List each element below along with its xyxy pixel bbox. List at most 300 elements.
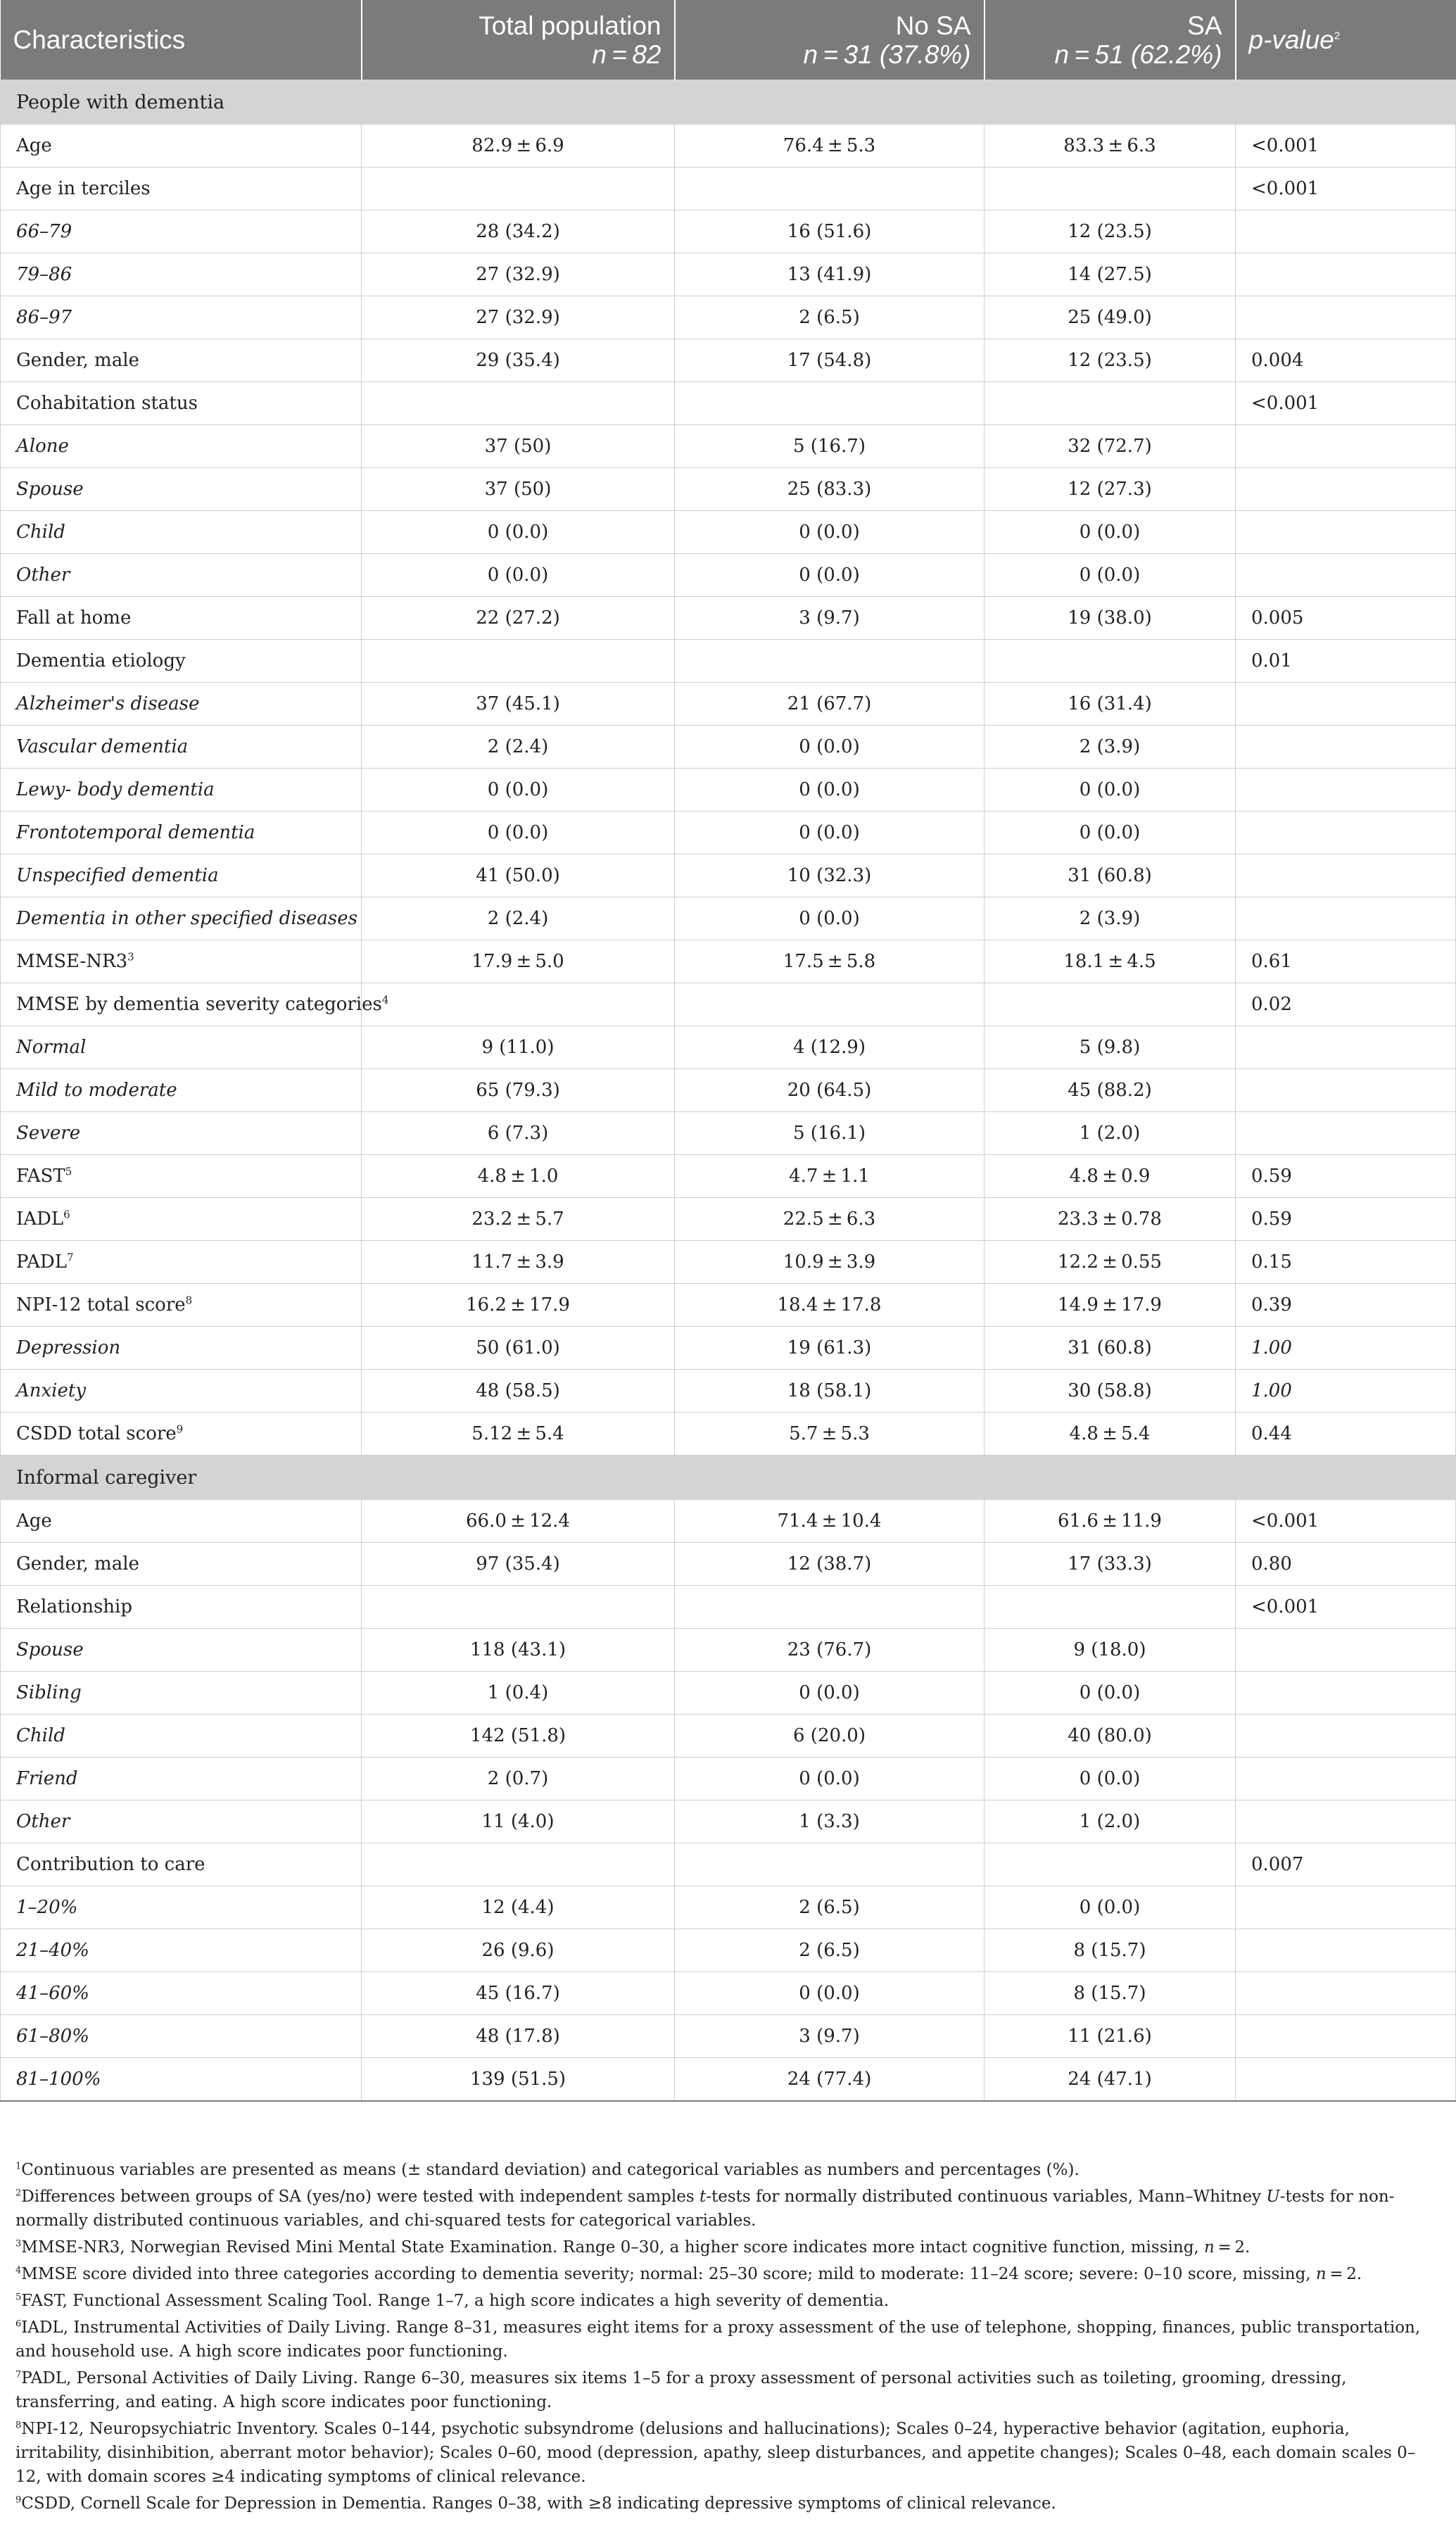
table-row	[1, 1069, 1456, 1112]
p-value-cell: 0.004	[1236, 339, 1456, 382]
no-sa-cell: 18.4 ± 17.8	[675, 1284, 985, 1327]
table-row	[1, 597, 1456, 640]
footnote-ref: 5	[65, 1165, 72, 1178]
p-value-cell	[1236, 1886, 1456, 1929]
header-total-population: Total population n = 82	[362, 0, 675, 80]
sa-cell: 30 (58.8)	[985, 1370, 1236, 1413]
p-value-cell	[1236, 554, 1456, 597]
row-label-text: NPI-12 total score	[16, 1294, 186, 1315]
row-label	[1, 940, 362, 983]
row-label	[1, 1370, 362, 1413]
table-row	[1, 253, 1456, 296]
total-cell: 23.2 ± 5.7	[362, 1198, 675, 1241]
row-label-text: Child	[16, 522, 65, 543]
total-cell: 139 (51.5)	[362, 2058, 675, 2102]
table-row	[1, 1155, 1456, 1198]
row-label	[1, 425, 362, 468]
no-sa-cell: 21 (67.7)	[675, 683, 985, 726]
row-label	[1, 253, 362, 296]
no-sa-cell: 0 (0.0)	[675, 897, 985, 940]
footnote-text: n	[1315, 2265, 1327, 2283]
footnote-number: 5	[15, 2292, 22, 2303]
row-label	[1, 597, 362, 640]
table-row	[1, 125, 1456, 168]
sa-cell: 11 (21.6)	[985, 2015, 1236, 2058]
row-label	[1, 769, 362, 812]
table-footnotes	[15, 2158, 1437, 2518]
footnote	[15, 2185, 1437, 2233]
total-cell: 5.12 ± 5.4	[362, 1413, 675, 1456]
footnote-text: n	[1204, 2238, 1215, 2257]
total-cell: 118 (43.1)	[362, 1629, 675, 1672]
p-value-cell	[1236, 210, 1456, 253]
table-row	[1, 1198, 1456, 1241]
row-label	[1, 1069, 362, 1112]
footnote	[15, 2289, 1437, 2313]
footnote-ref: 4	[381, 993, 389, 1007]
row-label-text: Age	[16, 1510, 52, 1532]
row-label-text: Fall at home	[16, 607, 132, 629]
table-row	[1, 854, 1456, 897]
footnote-text: -tests for non-normally distributed continuous variables, and chi-squared tests for categorical variables.	[15, 2188, 1395, 2230]
no-sa-cell: 2 (6.5)	[675, 296, 985, 339]
table-row	[1, 897, 1456, 940]
sa-cell: 0 (0.0)	[985, 511, 1236, 554]
table-row	[1, 1026, 1456, 1069]
row-label-text: Sibling	[16, 1682, 82, 1703]
p-value-cell: 1.00	[1236, 1327, 1456, 1370]
total-cell: 2 (2.4)	[362, 897, 675, 940]
sa-cell: 0 (0.0)	[985, 769, 1236, 812]
no-sa-cell: 71.4 ± 10.4	[675, 1500, 985, 1543]
p-value-cell	[1236, 683, 1456, 726]
no-sa-cell: 0 (0.0)	[675, 1758, 985, 1800]
sa-cell: 2 (3.9)	[985, 897, 1236, 940]
p-value-cell	[1236, 1800, 1456, 1843]
total-cell: 0 (0.0)	[362, 769, 675, 812]
header-row	[1, 0, 1456, 80]
row-label-text: Mild to moderate	[16, 1080, 177, 1101]
table-row	[1, 1758, 1456, 1800]
row-label	[1, 812, 362, 854]
sa-cell: 31 (60.8)	[985, 1327, 1236, 1370]
p-value-cell	[1236, 1069, 1456, 1112]
row-label	[1, 1886, 362, 1929]
footnote-number: 2	[15, 2188, 22, 2199]
sa-cell: 1 (2.0)	[985, 1112, 1236, 1155]
no-sa-cell: 2 (6.5)	[675, 1929, 985, 1972]
no-sa-cell: 17 (54.8)	[675, 339, 985, 382]
row-label	[1, 168, 362, 210]
table-row	[1, 1370, 1456, 1413]
p-value-cell	[1236, 2015, 1456, 2058]
sa-cell: 4.8 ± 5.4	[985, 1413, 1236, 1456]
sa-cell: 32 (72.7)	[985, 425, 1236, 468]
footnote-text: U	[1266, 2188, 1280, 2206]
row-label-text: Friend	[16, 1768, 78, 1789]
row-label	[1, 1758, 362, 1800]
row-label	[1, 554, 362, 597]
footnote-ref: 8	[185, 1294, 193, 1307]
table-row	[1, 983, 1456, 1026]
sa-cell: 19 (38.0)	[985, 597, 1236, 640]
section-title: People with dementia	[1, 80, 1456, 125]
p-value-cell	[1236, 1112, 1456, 1155]
sa-cell: 12 (27.3)	[985, 468, 1236, 511]
row-label	[1, 1586, 362, 1629]
sa-cell: 1 (2.0)	[985, 1800, 1236, 1843]
total-cell: 0 (0.0)	[362, 812, 675, 854]
row-label-text: Depression	[16, 1337, 121, 1358]
sa-cell	[985, 983, 1236, 1026]
row-label	[1, 125, 362, 168]
row-label-text: IADL	[16, 1209, 64, 1230]
row-label	[1, 983, 389, 1026]
table-row	[1, 812, 1456, 854]
row-label-text: Gender, male	[16, 350, 139, 371]
table-row	[1, 168, 1456, 210]
row-label	[1, 296, 362, 339]
row-label-text: Severe	[16, 1123, 81, 1144]
table-row	[1, 1112, 1456, 1155]
sa-cell: 0 (0.0)	[985, 554, 1236, 597]
p-value-cell	[1236, 726, 1456, 769]
total-cell: 29 (35.4)	[362, 339, 675, 382]
no-sa-cell: 76.4 ± 5.3	[675, 125, 985, 168]
no-sa-cell: 19 (61.3)	[675, 1327, 985, 1370]
no-sa-cell: 10 (32.3)	[675, 854, 985, 897]
p-value-cell	[1236, 296, 1456, 339]
total-cell: 41 (50.0)	[362, 854, 675, 897]
sa-cell: 18.1 ± 4.5	[985, 940, 1236, 983]
total-cell: 50 (61.0)	[362, 1327, 675, 1370]
footnote-text: FAST, Functional Assessment Scaling Tool. Range 1–7, a high score indicates a high severity of dementia.	[21, 2292, 890, 2310]
footnote-number: 4	[15, 2265, 22, 2276]
total-cell: 27 (32.9)	[362, 296, 675, 339]
total-cell: 48 (17.8)	[362, 2015, 675, 2058]
table-row	[1, 1586, 1456, 1629]
table-row	[1, 511, 1456, 554]
sa-cell: 83.3 ± 6.3	[985, 125, 1236, 168]
sa-cell: 0 (0.0)	[985, 1886, 1236, 1929]
table-row	[1, 425, 1456, 468]
sa-cell: 0 (0.0)	[985, 1672, 1236, 1715]
header-p-value: p-value$^2$	[1236, 0, 1456, 80]
sa-cell: 24 (47.1)	[985, 2058, 1236, 2102]
sa-cell: 16 (31.4)	[985, 683, 1236, 726]
section-header-row	[1, 1456, 1456, 1500]
total-cell: 0 (0.0)	[362, 554, 675, 597]
no-sa-cell: 13 (41.9)	[675, 253, 985, 296]
no-sa-cell: 0 (0.0)	[675, 511, 985, 554]
sa-cell	[985, 382, 1236, 425]
sa-cell: 45 (88.2)	[985, 1069, 1236, 1112]
p-value-cell: <0.001	[1236, 382, 1456, 425]
table-row	[1, 940, 1456, 983]
row-label-text: FAST	[16, 1166, 65, 1187]
total-cell: 11 (4.0)	[362, 1800, 675, 1843]
total-cell	[362, 640, 675, 683]
footnote	[15, 2158, 1437, 2182]
p-value-cell: 0.59	[1236, 1155, 1456, 1198]
row-label-text: Normal	[16, 1037, 87, 1058]
footnote-number: 8	[15, 2420, 22, 2431]
row-label-text: 21–40%	[16, 1940, 89, 1961]
p-value-cell	[1236, 1929, 1456, 1972]
footnote	[15, 2366, 1437, 2414]
total-cell: 2 (0.7)	[362, 1758, 675, 1800]
row-label	[1, 2015, 362, 2058]
table-row	[1, 1843, 1456, 1886]
table-row	[1, 554, 1456, 597]
sa-cell	[985, 168, 1236, 210]
footnote-text: -tests for normally distributed continuous variables, Mann–Whitney	[706, 2188, 1267, 2206]
row-label-text: Alzheimer's disease	[16, 693, 200, 714]
row-label-text: Other	[16, 564, 70, 586]
row-label-text: PADL	[16, 1251, 67, 1273]
row-label-text: MMSE by dementia severity categories	[16, 994, 382, 1015]
footnote	[15, 2316, 1437, 2364]
p-value-cell	[1236, 812, 1456, 854]
row-label	[1, 468, 362, 511]
row-label	[1, 1543, 362, 1586]
no-sa-cell: 6 (20.0)	[675, 1715, 985, 1758]
p-value-cell	[1236, 511, 1456, 554]
row-label-text: Lewy- body dementia	[16, 779, 215, 800]
row-label	[1, 2058, 362, 2102]
no-sa-cell: 2 (6.5)	[675, 1886, 985, 1929]
no-sa-cell	[675, 1586, 985, 1629]
row-label-text: 1–20%	[16, 1897, 78, 1918]
footnote-text: t	[699, 2188, 707, 2206]
p-value-cell	[1236, 1758, 1456, 1800]
table-row	[1, 1500, 1456, 1543]
total-cell: 6 (7.3)	[362, 1112, 675, 1155]
no-sa-cell: 22.5 ± 6.3	[675, 1198, 985, 1241]
p-value-cell: 0.02	[1236, 983, 1456, 1026]
footnote-ref: 7	[67, 1251, 74, 1264]
no-sa-cell: 18 (58.1)	[675, 1370, 985, 1413]
table-row	[1, 1327, 1456, 1370]
sa-cell: 17 (33.3)	[985, 1543, 1236, 1586]
table-row	[1, 640, 1456, 683]
row-label	[1, 1715, 362, 1758]
row-label-text: Gender, male	[16, 1553, 139, 1575]
row-label	[1, 1241, 362, 1284]
footnote	[15, 2235, 1437, 2259]
row-label-text: 81–100%	[16, 2069, 101, 2090]
row-label	[1, 683, 362, 726]
sa-cell	[985, 1843, 1236, 1886]
row-label	[1, 640, 362, 683]
footnote-text: = 2.	[1326, 2265, 1362, 2283]
no-sa-cell: 0 (0.0)	[675, 726, 985, 769]
no-sa-cell: 16 (51.6)	[675, 210, 985, 253]
p-value-cell: 0.15	[1236, 1241, 1456, 1284]
no-sa-cell: 12 (38.7)	[675, 1543, 985, 1586]
row-label-text: 79–86	[16, 264, 72, 285]
header-characteristics: Characteristics	[1, 0, 362, 80]
no-sa-cell: 5 (16.7)	[675, 425, 985, 468]
no-sa-cell: 10.9 ± 3.9	[675, 1241, 985, 1284]
row-label-text: Dementia in other specified diseases	[16, 908, 357, 929]
row-label	[1, 1672, 362, 1715]
row-label	[1, 1843, 362, 1886]
row-label-text: 61–80%	[16, 2026, 89, 2047]
row-label	[1, 1198, 362, 1241]
sa-cell: 25 (49.0)	[985, 296, 1236, 339]
table-row	[1, 683, 1456, 726]
total-cell: 22 (27.2)	[362, 597, 675, 640]
row-label	[1, 339, 362, 382]
total-cell: 37 (50)	[362, 425, 675, 468]
p-value-cell	[1236, 1629, 1456, 1672]
footnote	[15, 2492, 1437, 2516]
total-cell: 82.9 ± 6.9	[362, 125, 675, 168]
p-value-cell	[1236, 854, 1456, 897]
footnote-text: = 2.	[1214, 2238, 1251, 2257]
p-value-cell: <0.001	[1236, 125, 1456, 168]
sa-cell	[985, 1586, 1236, 1629]
footnote-text: PADL, Personal Activities of Daily Living. Range 6–30, measures six items 1–5 for a proxy assessment of personal activities such as toileting, grooming, dressing, transferring, and eating. A high score indicates poor functioning.	[15, 2369, 1347, 2411]
total-cell: 142 (51.8)	[362, 1715, 675, 1758]
row-label-text: Anxiety	[16, 1380, 87, 1401]
row-label	[1, 726, 362, 769]
total-cell	[362, 1586, 675, 1629]
p-value-cell	[1236, 2058, 1456, 2102]
row-label	[1, 1112, 362, 1155]
table-row	[1, 1284, 1456, 1327]
row-label	[1, 1629, 362, 1672]
no-sa-cell: 20 (64.5)	[675, 1069, 985, 1112]
total-cell: 45 (16.7)	[362, 1972, 675, 2015]
total-cell: 4.8 ± 1.0	[362, 1155, 675, 1198]
p-value-cell: 0.005	[1236, 597, 1456, 640]
p-value-cell: <0.001	[1236, 168, 1456, 210]
no-sa-cell: 17.5 ± 5.8	[675, 940, 985, 983]
row-label	[1, 1026, 362, 1069]
p-value-cell: 0.01	[1236, 640, 1456, 683]
footnote	[15, 2417, 1437, 2489]
footnote-ref: 3	[127, 950, 134, 964]
row-label-text: Relationship	[16, 1596, 132, 1617]
row-label-text: Contribution to care	[16, 1854, 205, 1875]
row-label	[1, 897, 362, 940]
row-label-text: Cohabitation status	[16, 393, 198, 414]
sa-cell: 2 (3.9)	[985, 726, 1236, 769]
footnote-ref: 9	[176, 1422, 184, 1436]
total-cell: 9 (11.0)	[362, 1026, 675, 1069]
total-cell: 16.2 ± 17.9	[362, 1284, 675, 1327]
table-row	[1, 1800, 1456, 1843]
row-label-text: Spouse	[16, 479, 84, 500]
no-sa-cell: 25 (83.3)	[675, 468, 985, 511]
row-label-text: Vascular dementia	[16, 736, 189, 757]
total-cell: 48 (58.5)	[362, 1370, 675, 1413]
no-sa-cell: 0 (0.0)	[675, 812, 985, 854]
table-row	[1, 1929, 1456, 1972]
header-sa: SA n = 51 (62.2%)	[985, 0, 1236, 80]
p-value-cell: 0.80	[1236, 1543, 1456, 1586]
no-sa-cell	[675, 640, 985, 683]
row-label	[1, 210, 362, 253]
no-sa-cell: 3 (9.7)	[675, 597, 985, 640]
row-label-text: Age	[16, 135, 52, 156]
sa-cell: 40 (80.0)	[985, 1715, 1236, 1758]
table-row	[1, 2058, 1456, 2102]
table-row	[1, 1672, 1456, 1715]
total-cell: 37 (45.1)	[362, 683, 675, 726]
p-value-cell	[1236, 769, 1456, 812]
table-row	[1, 726, 1456, 769]
no-sa-cell	[675, 382, 985, 425]
no-sa-cell: 0 (0.0)	[675, 554, 985, 597]
table-row	[1, 468, 1456, 511]
footnote-number: 9	[15, 2494, 22, 2506]
row-label	[1, 1155, 362, 1198]
footnote-ref: 6	[63, 1208, 70, 1221]
total-cell: 17.9 ± 5.0	[362, 940, 675, 983]
row-label-text: 41–60%	[16, 1983, 89, 2004]
sa-cell: 8 (15.7)	[985, 1929, 1236, 1972]
table-row	[1, 210, 1456, 253]
no-sa-cell: 1 (3.3)	[675, 1800, 985, 1843]
row-label-text: Dementia etiology	[16, 650, 186, 671]
no-sa-cell: 0 (0.0)	[675, 1672, 985, 1715]
footnote-number: 1	[15, 2161, 22, 2172]
sa-cell: 0 (0.0)	[985, 1758, 1236, 1800]
p-value-cell: 0.007	[1236, 1843, 1456, 1886]
sa-cell: 9 (18.0)	[985, 1629, 1236, 1672]
no-sa-cell	[675, 983, 985, 1026]
p-value-cell	[1236, 1672, 1456, 1715]
p-value-cell	[1236, 1026, 1456, 1069]
row-label	[1, 382, 362, 425]
row-label	[1, 1929, 362, 1972]
p-value-cell: 0.59	[1236, 1198, 1456, 1241]
total-cell: 1 (0.4)	[362, 1672, 675, 1715]
table-row	[1, 1972, 1456, 2015]
no-sa-cell: 24 (77.4)	[675, 2058, 985, 2102]
total-cell	[362, 983, 675, 1026]
footnote-text: Continuous variables are presented as means (± standard deviation) and categorical variables as numbers and percentages (%).	[21, 2161, 1080, 2179]
section-header-row	[1, 80, 1456, 125]
table-row	[1, 1629, 1456, 1672]
row-label	[1, 511, 362, 554]
p-value-cell	[1236, 897, 1456, 940]
sa-cell: 12 (23.5)	[985, 210, 1236, 253]
footnote-number: 7	[15, 2369, 22, 2380]
row-label-text: Frontotemporal dementia	[16, 822, 255, 843]
row-label-text: Other	[16, 1811, 70, 1832]
sa-cell: 61.6 ± 11.9	[985, 1500, 1236, 1543]
p-value-cell: 0.39	[1236, 1284, 1456, 1327]
sa-cell: 12.2 ± 0.55	[985, 1241, 1236, 1284]
total-cell: 12 (4.4)	[362, 1886, 675, 1929]
footnote-text: MMSE score divided into three categories according to dementia severity; normal: 25–30 score; mild to moderate: 11–24 score; severe: 0–10 score, missing,	[21, 2265, 1316, 2283]
row-label-text: 66–79	[16, 221, 72, 242]
sa-cell: 8 (15.7)	[985, 1972, 1236, 2015]
footnote-number: 6	[15, 2318, 22, 2330]
row-label	[1, 1327, 362, 1370]
footnote-text: MMSE-NR3, Norwegian Revised Mini Mental State Examination. Range 0–30, a higher score indicates more intact cognitive function, missing,	[21, 2238, 1205, 2257]
sa-cell: 4.8 ± 0.9	[985, 1155, 1236, 1198]
row-label-text: Child	[16, 1725, 65, 1746]
row-label-text: Unspecified dementia	[16, 865, 219, 886]
total-cell: 37 (50)	[362, 468, 675, 511]
no-sa-cell: 23 (76.7)	[675, 1629, 985, 1672]
no-sa-cell: 4.7 ± 1.1	[675, 1155, 985, 1198]
